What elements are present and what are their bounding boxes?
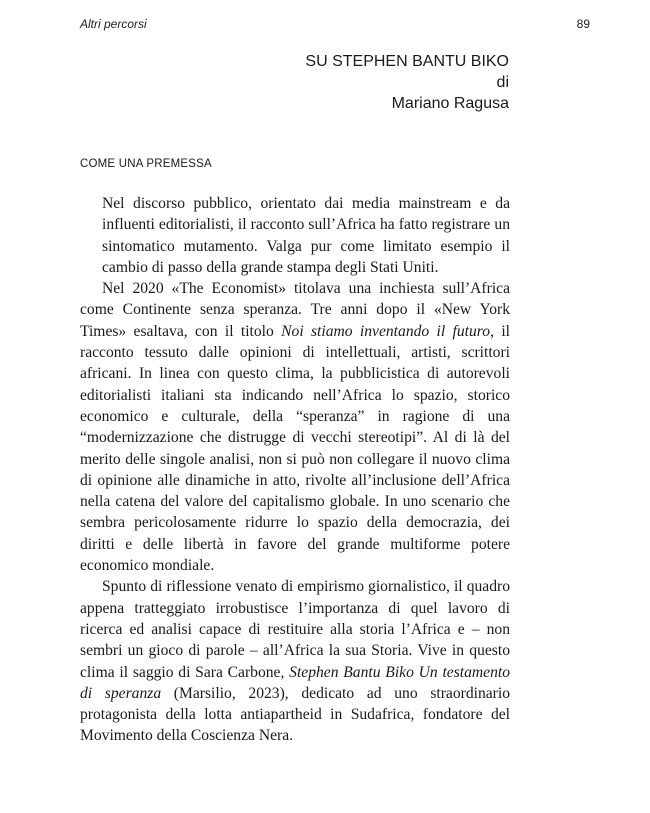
paragraph-1 — [80, 193, 510, 278]
running-title: Altri percorsi — [80, 17, 147, 31]
paragraph-3-text-c: (Marsilio, 2023), dedicato ad uno straordinario protagonista della lotta antiapartheid in Sudafrica, fondatore del Movimento della Coscienza Nera. — [80, 684, 510, 745]
paragraph-3-italic-title: Stephen Bantu Biko Un testamento di speranza — [80, 663, 511, 702]
page-number: 89 — [576, 17, 590, 31]
paragraph-2-italic-title: Noi stiamo inventando il futuro — [281, 322, 491, 340]
paragraph-2 — [80, 278, 510, 576]
paragraph-2-text-c: , il racconto tessuto dalle opinioni di intellettuali, artisti, scrittori africani. In linea con questo clima, la pubblicistica di autorevoli editorialisti italiani sta indicando nell’Africa lo spazio, storico economico e culturale, della “speranza” in ragione di una “modernizzazione che distrugge di vecchi stereotipi”. Al di là del merito delle singole analisi, non si può non collegare il nuovo clima di opinione alle dinamiche in atto, rivolte all’inclusione dell’Africa nella catena del valore del capitalismo globale. In uno scenario che sembra pericolosamente ridurre lo spazio della democrazia, dei diritti e delle libertà in favore del grande multiforme potere economico mondiale. — [80, 322, 510, 575]
author-name: Mariano Ragusa — [391, 95, 509, 112]
paragraph-3 — [80, 576, 510, 746]
section-heading: COME UNA PREMESSA — [80, 158, 212, 170]
article-title-block — [305, 51, 509, 114]
article-title: SU STEPHEN BANTU BIKO — [305, 53, 509, 70]
paragraph-1-text: Nel discorso pubblico, orientato dai media mainstream e da influenti editorialisti, il racconto sull’Africa ha fatto registrare un sintomatico mutamento. Valga pur come limitato esempio il cambio di passo della grande stampa degli Stati Uniti. — [102, 195, 510, 276]
body-text — [80, 193, 510, 747]
paragraph-2-text-a: Nel 2020 «The Economist» titolava una inchiesta sull’Africa come Continente senza speranza. Tre anni dopo il «New York Times» esaltava, con il titolo — [80, 280, 510, 340]
title-connector: di — [496, 74, 509, 91]
paragraph-3-text-a: Spunto di riflessione venato di empirismo giornalistico, il quadro appena tratteggiato irrobustisce l’importanza di quel lavoro di ricerca ed analisi capace di restituire alla storia l’Africa e – non sembri un gioco di parole – all’Africa la sua Storia. Vive in questo clima il saggio di Sara Carbone, — [80, 578, 510, 681]
